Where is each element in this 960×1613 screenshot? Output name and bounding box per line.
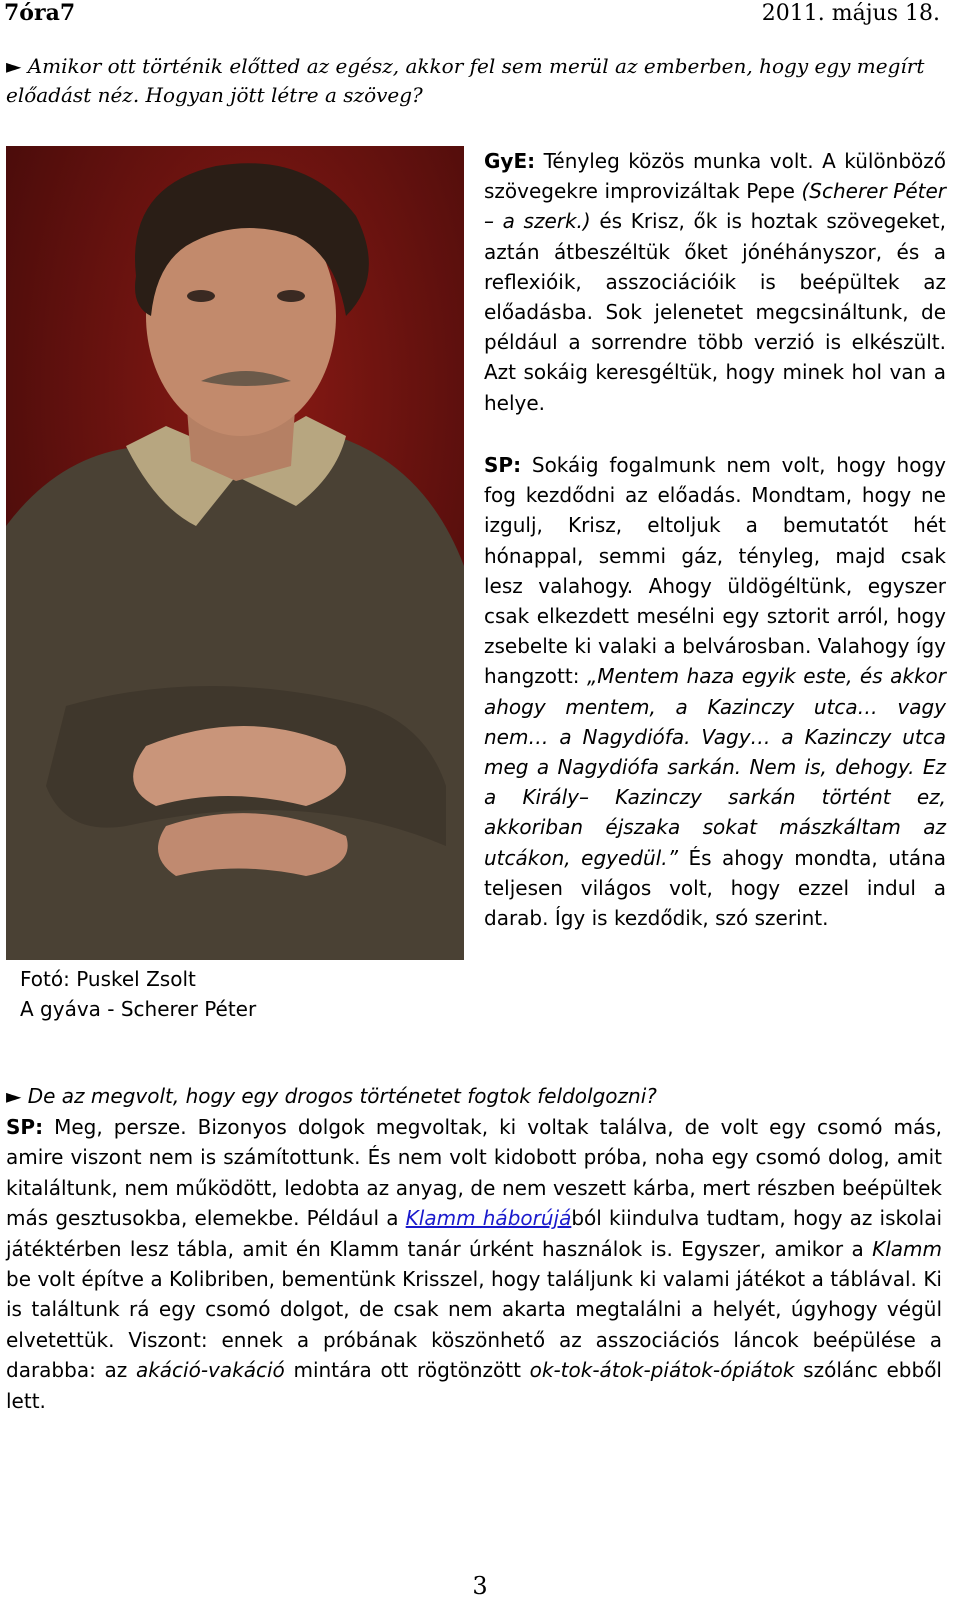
quoted-story: „Mentem haza egyik este, és akkor ahogy mentem, a Kazinczy utca… vagy nem… a Nagydiófa. Vagy… a Kazinczy utca meg a Nagydiófa sarkán. Nem is, dehogy. Ez a Király– Kazinczy sarkán történt ez, akkoriban éjszaka sokat mászkáltam az utcákon, egyedül.” (484, 664, 946, 870)
page-number: 3 (472, 1572, 488, 1600)
speaker-label: GyE: (484, 149, 536, 173)
answer-gye (484, 146, 946, 418)
answer-text: be volt építve a Kolibriben, bementünk Krisszel, hogy találjunk ki valami játékot a táblával. Ki is találtunk rá egy csomó dolgot, de csak nem akarta megtalálni a helyét, úgyhogy végül elvetettük. Viszont: ennek a próbának köszönhető az asszociációs láncok beépülése a darabba: az (6, 1267, 942, 1383)
answer-text: Tényleg közös munka volt. A különböző szövegekre improvizáltak Pepe (484, 149, 946, 204)
editor-aside: (Scherer Péter – a szerk.) (484, 179, 946, 234)
klamm-haboruja-link[interactable]: Klamm háborújá (405, 1206, 572, 1231)
wordplay-oktok: ok-tok-átok-piátok-ópiátok (529, 1358, 795, 1383)
question-2: ► De az megvolt, hogy egy drogos történetet fogtok feldolgozni? (6, 1084, 657, 1108)
answer-sp-2 (6, 1112, 942, 1416)
photo-title: A gyáva - Scherer Péter (20, 997, 257, 1021)
answer-text: mintára ott rögtönzött (284, 1358, 530, 1383)
answer-text: ból (571, 1206, 602, 1231)
speaker-label: SP: (484, 453, 522, 477)
photo-caption (20, 964, 420, 1024)
answer-text: Meg, persze. Bizonyos dolgok megvoltak, ki voltak találva, de volt egy csomó más, amire viszont nem is számítottunk. És nem volt kidobott próba, noha egy csomó dolog, amit kitaláltunk, nem működött, ledobta az anyag, de nem veszett kárba, mert részben beépültek más gesztusokba, elemekbe. Például a (6, 1115, 942, 1231)
page-header (4, 0, 940, 44)
answer-text: és Krisz, ők is hoztak szövegeket, aztán átbeszéltük őket jónéhányszor, és a reflexióik, asszociációik is beépültek az előadásba. Sok jelenetet megcsináltunk, de például a sorrendre több verzió is elkészült. Azt sokáig keresgéltük, hogy minek hol van a helye. (484, 209, 946, 415)
answer-text: És ahogy mondta, utána teljesen világos volt, hogy ezzel indul a darab. Így is kezdődik, szó szerint. (484, 845, 947, 931)
publication-date: 2011. május 18. (761, 1, 940, 26)
photo-credit: Fotó: Puskel Zsolt (20, 967, 196, 991)
answer-text: kiindulva tudtam, hogy az iskolai játéktérben lesz tábla, amit én Klamm tanár úrként használok is. Egyszer, amikor a (6, 1206, 943, 1261)
wordplay-akacio: akáció-vakáció (135, 1358, 285, 1383)
question-1: ► Amikor ott történik előtted az egész, akkor fel sem merül az emberben, hogy egy megírt előadást néz. Hogyan jött létre a szöveg? (6, 54, 925, 107)
portrait-photo (6, 146, 464, 960)
publication-name: 7óra7 (4, 0, 76, 26)
answer-text: Sokáig fogalmunk nem volt, hogy hogy fog kezdődni az előadás. Mondtam, hogy ne izgulj, Krisz, eltoljuk a bemutatót hét hónappal, semmi gáz, tényleg, majd csak lesz valahogy. Ahogy üldögéltünk, egyszer csak elkezdett mesélni egy sztorit arról, hogy zsebelte ki valaki a belvárosban. Valahogy így hangzott: (484, 453, 946, 689)
answer-text: szólánc ebből lett. (6, 1358, 942, 1413)
speaker-label: SP: (6, 1115, 44, 1139)
answer-sp-1 (484, 450, 946, 933)
title-klamm: Klamm (872, 1236, 942, 1261)
